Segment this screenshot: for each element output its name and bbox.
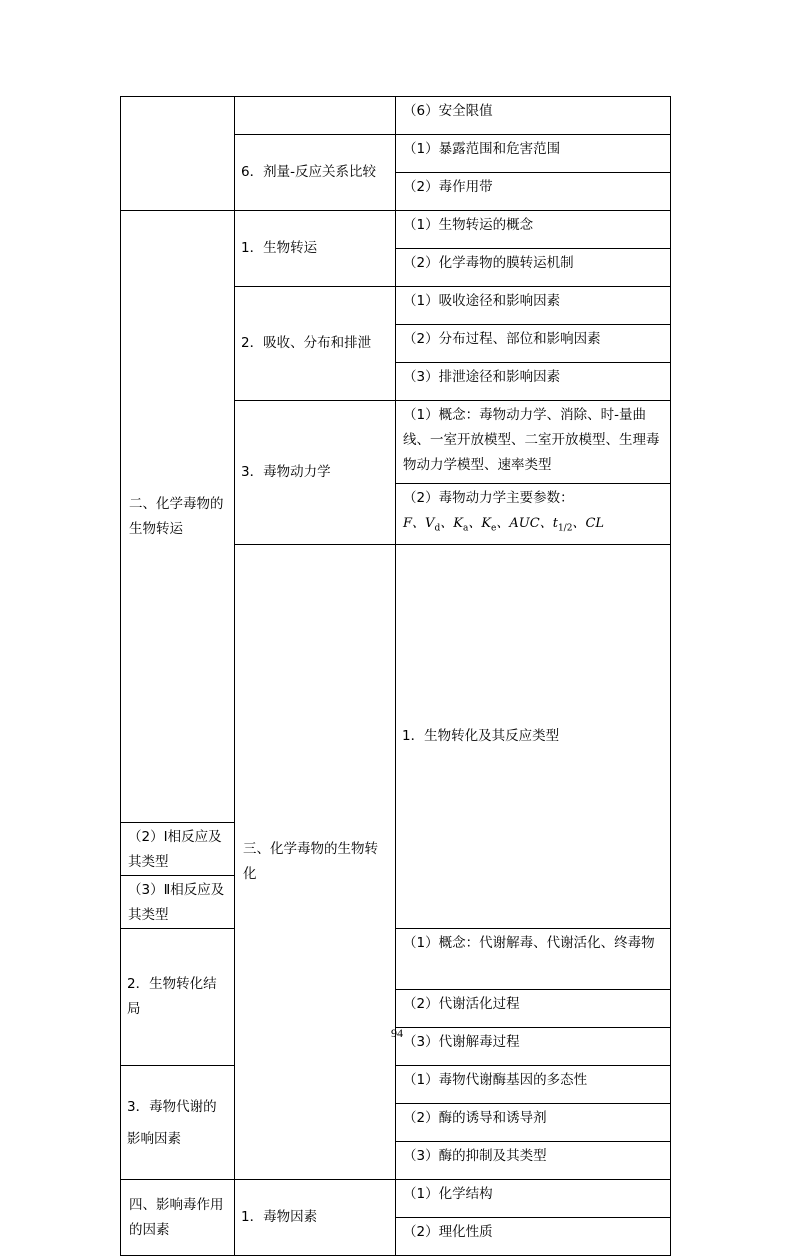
section-cell-2: 二、化学毒物的生物转运 (121, 211, 235, 823)
params-heading: （2）毒物动力学主要参数： (403, 490, 574, 506)
point-cell: （2）酶的诱导和诱导剂 (396, 1104, 671, 1142)
point-cell: （1）暴露范围和危害范围 (396, 135, 671, 173)
section-cell-4: 四、影响毒作用的因素 (121, 1180, 235, 1256)
unit-cell: 1．生物转化及其反应类型 (396, 545, 671, 929)
point-cell: （3）酶的抑制及其类型 (396, 1142, 671, 1180)
point-cell: （1）概念：毒物动力学、消除、时-量曲线、一室开放模型、二室开放模型、生理毒物动力学模型、速率类型 (396, 401, 671, 484)
params-formula: F、$V_d$、$K_a$、$K_e$、AUC、$t_{1/2}$、CL (403, 516, 605, 534)
syllabus-table (120, 96, 671, 1256)
point-cell: （6）安全限值 (396, 97, 671, 135)
unit-cell-blank (235, 97, 396, 135)
section-cell-1 (121, 97, 235, 211)
point-cell: （3）排泄途径和影响因素 (396, 363, 671, 401)
point-cell: （2）Ⅰ相反应及其类型 (121, 823, 235, 876)
point-cell: （2）理化性质 (396, 1218, 671, 1256)
point-cell-params (396, 484, 671, 545)
point-cell: （2）化学毒物的膜转运机制 (396, 249, 671, 287)
unit-cell: 3．毒物代谢的影响因素 (121, 1066, 235, 1180)
unit-cell: 3．毒物动力学 (235, 401, 396, 545)
section-cell-3: 三、化学毒物的生物转化 (235, 545, 396, 1180)
point-cell: （2）代谢活化过程 (396, 990, 671, 1028)
point-cell: （1）概念：代谢解毒、代谢活化、终毒物 (396, 929, 671, 990)
page-number: 94 (391, 1026, 403, 1040)
point-cell: （2）分布过程、部位和影响因素 (396, 325, 671, 363)
unit-cell: 1．毒物因素 (235, 1180, 396, 1256)
unit-cell: 1．生物转运 (235, 211, 396, 287)
point-cell: （2）毒作用带 (396, 173, 671, 211)
point-cell: （1）吸收途径和影响因素 (396, 287, 671, 325)
point-cell: （1）化学结构 (396, 1180, 671, 1218)
point-cell: （3）Ⅱ相反应及其类型 (121, 876, 235, 929)
point-cell: （1）生物转运的概念 (396, 211, 671, 249)
point-cell: （3）代谢解毒过程 (396, 1028, 671, 1066)
unit-cell: 2．生物转化结局 (121, 929, 235, 1066)
unit-cell: 6．剂量-反应关系比较 (235, 135, 396, 211)
unit-cell: 2．吸收、分布和排泄 (235, 287, 396, 401)
point-cell: （1）毒物代谢酶基因的多态性 (396, 1066, 671, 1104)
